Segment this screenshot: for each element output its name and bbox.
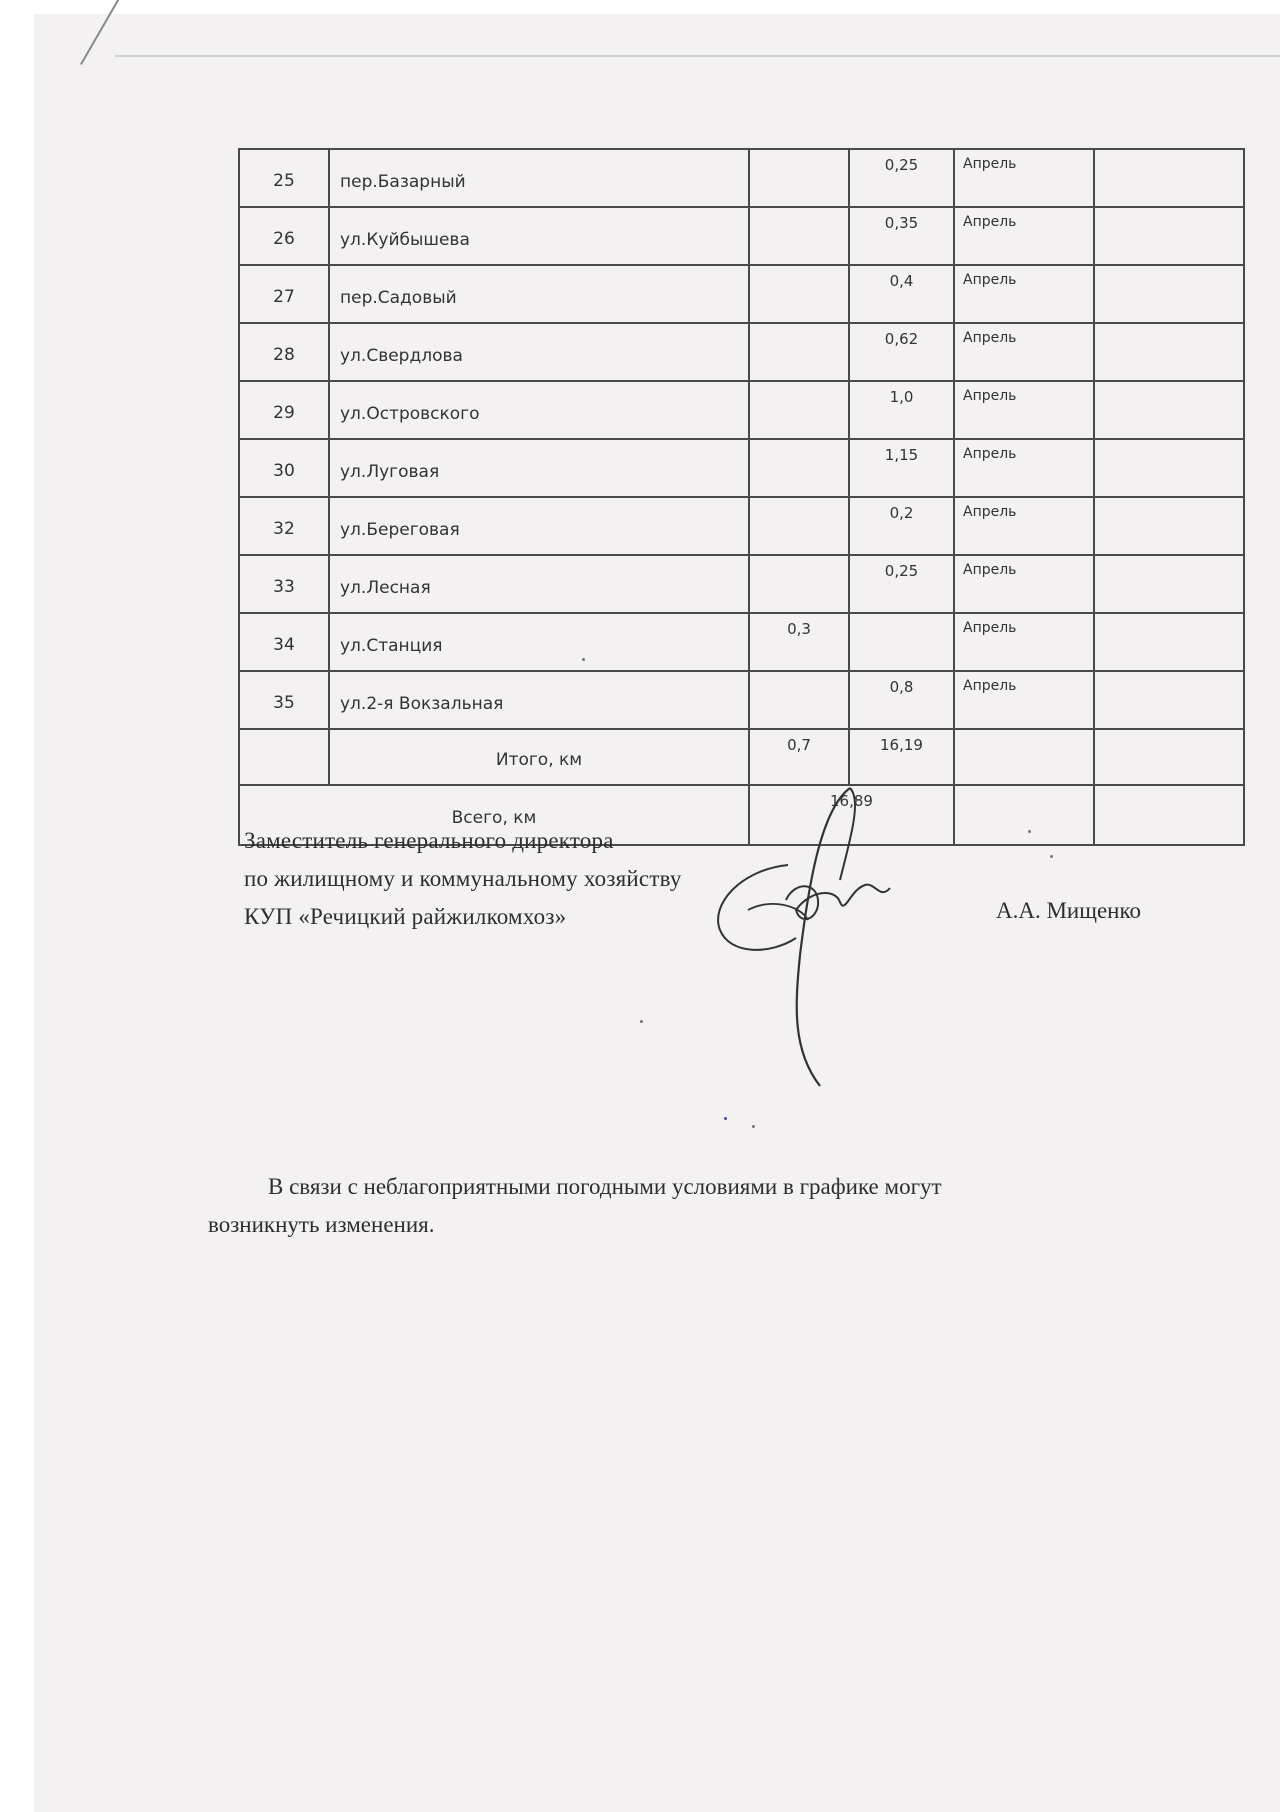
month-cell: Апрель: [954, 497, 1094, 555]
length-col-2: 1,15: [849, 439, 954, 497]
ink-speck: [724, 1117, 727, 1120]
length-col-2: 0,35: [849, 207, 954, 265]
notice-line-1: В связи с неблагоприятными погодными условиями в графике могут: [268, 1174, 942, 1199]
notice-paragraph: [208, 1168, 1168, 1244]
month-cell: Апрель: [954, 613, 1094, 671]
table-row: [239, 497, 1244, 555]
empty-cell: [239, 729, 329, 785]
signer-name: А.А. Мищенко: [996, 898, 1141, 923]
ink-speck: [752, 1125, 755, 1128]
empty-cell: [1094, 555, 1244, 613]
signatory-title-line-2: по жилищному и коммунальному хозяйству: [244, 866, 682, 891]
empty-cell: [1094, 149, 1244, 207]
street-name: ул.Станция: [329, 613, 749, 671]
empty-cell: [1094, 265, 1244, 323]
ink-speck: [582, 658, 585, 661]
length-col-1: 0,3: [749, 613, 849, 671]
month-cell: Апрель: [954, 149, 1094, 207]
month-cell: Апрель: [954, 265, 1094, 323]
row-number: 29: [239, 381, 329, 439]
table-row: [239, 265, 1244, 323]
empty-cell: [1094, 497, 1244, 555]
signatory-block: [244, 822, 682, 936]
empty-cell: [1094, 671, 1244, 729]
ink-speck: [1050, 855, 1053, 858]
row-number: 27: [239, 265, 329, 323]
row-number: 33: [239, 555, 329, 613]
length-col-1: [749, 207, 849, 265]
total-label: Итого, км: [329, 729, 749, 785]
grand-total-label: Всего, км: [239, 785, 749, 845]
empty-cell: [954, 729, 1094, 785]
empty-cell: [954, 785, 1094, 845]
length-col-2: 0,25: [849, 149, 954, 207]
empty-cell: [1094, 613, 1244, 671]
row-number: 35: [239, 671, 329, 729]
empty-cell: [1094, 439, 1244, 497]
table-row: [239, 381, 1244, 439]
street-name: пер.Садовый: [329, 265, 749, 323]
row-number: 25: [239, 149, 329, 207]
row-number: 26: [239, 207, 329, 265]
table-row: [239, 671, 1244, 729]
length-col-2: 0,62: [849, 323, 954, 381]
length-col-2: 0,4: [849, 265, 954, 323]
length-col-2: [849, 613, 954, 671]
street-name: пер.Базарный: [329, 149, 749, 207]
length-col-2: 1,0: [849, 381, 954, 439]
ink-speck: [640, 1020, 643, 1023]
street-name: ул.Островского: [329, 381, 749, 439]
empty-cell: [1094, 729, 1244, 785]
street-name: ул.Береговая: [329, 497, 749, 555]
month-cell: Апрель: [954, 323, 1094, 381]
street-name: ул.2-я Вокзальная: [329, 671, 749, 729]
table-row: [239, 149, 1244, 207]
table-row: [239, 207, 1244, 265]
empty-cell: [1094, 207, 1244, 265]
signatory-organization: КУП «Речицкий райжилкомхоз»: [244, 904, 567, 929]
row-number: 30: [239, 439, 329, 497]
month-cell: Апрель: [954, 207, 1094, 265]
length-col-2: 0,2: [849, 497, 954, 555]
row-number: 34: [239, 613, 329, 671]
month-cell: Апрель: [954, 439, 1094, 497]
length-col-2: 0,8: [849, 671, 954, 729]
month-cell: Апрель: [954, 671, 1094, 729]
street-name: ул.Свердлова: [329, 323, 749, 381]
length-col-1: [749, 381, 849, 439]
street-name: ул.Лесная: [329, 555, 749, 613]
length-col-1: [749, 149, 849, 207]
empty-cell: [1094, 381, 1244, 439]
table-row: [239, 613, 1244, 671]
empty-cell: [1094, 785, 1244, 845]
handwritten-signature: [700, 770, 920, 1100]
length-col-1: [749, 265, 849, 323]
sheet-edge-shadow: [115, 55, 1280, 57]
month-cell: Апрель: [954, 555, 1094, 613]
length-col-1: [749, 671, 849, 729]
row-number: 32: [239, 497, 329, 555]
empty-cell: [1094, 323, 1244, 381]
total-col-1: 0,7: [749, 729, 849, 785]
length-col-1: [749, 497, 849, 555]
table-row: [239, 323, 1244, 381]
notice-line-2: возникнуть изменения.: [208, 1212, 435, 1237]
month-cell: Апрель: [954, 381, 1094, 439]
length-col-1: [749, 323, 849, 381]
schedule-table: [238, 148, 1245, 846]
length-col-1: [749, 439, 849, 497]
signatory-title-line-1: Заместитель генерального директора: [244, 828, 614, 853]
street-name: ул.Куйбышева: [329, 207, 749, 265]
grand-total-value: 16,89: [749, 785, 954, 845]
table-row: [239, 555, 1244, 613]
length-col-1: [749, 555, 849, 613]
total-col-2: 16,19: [849, 729, 954, 785]
table-row: [239, 439, 1244, 497]
row-number: 28: [239, 323, 329, 381]
street-name: ул.Луговая: [329, 439, 749, 497]
length-col-2: 0,25: [849, 555, 954, 613]
ink-speck: [1028, 830, 1031, 833]
